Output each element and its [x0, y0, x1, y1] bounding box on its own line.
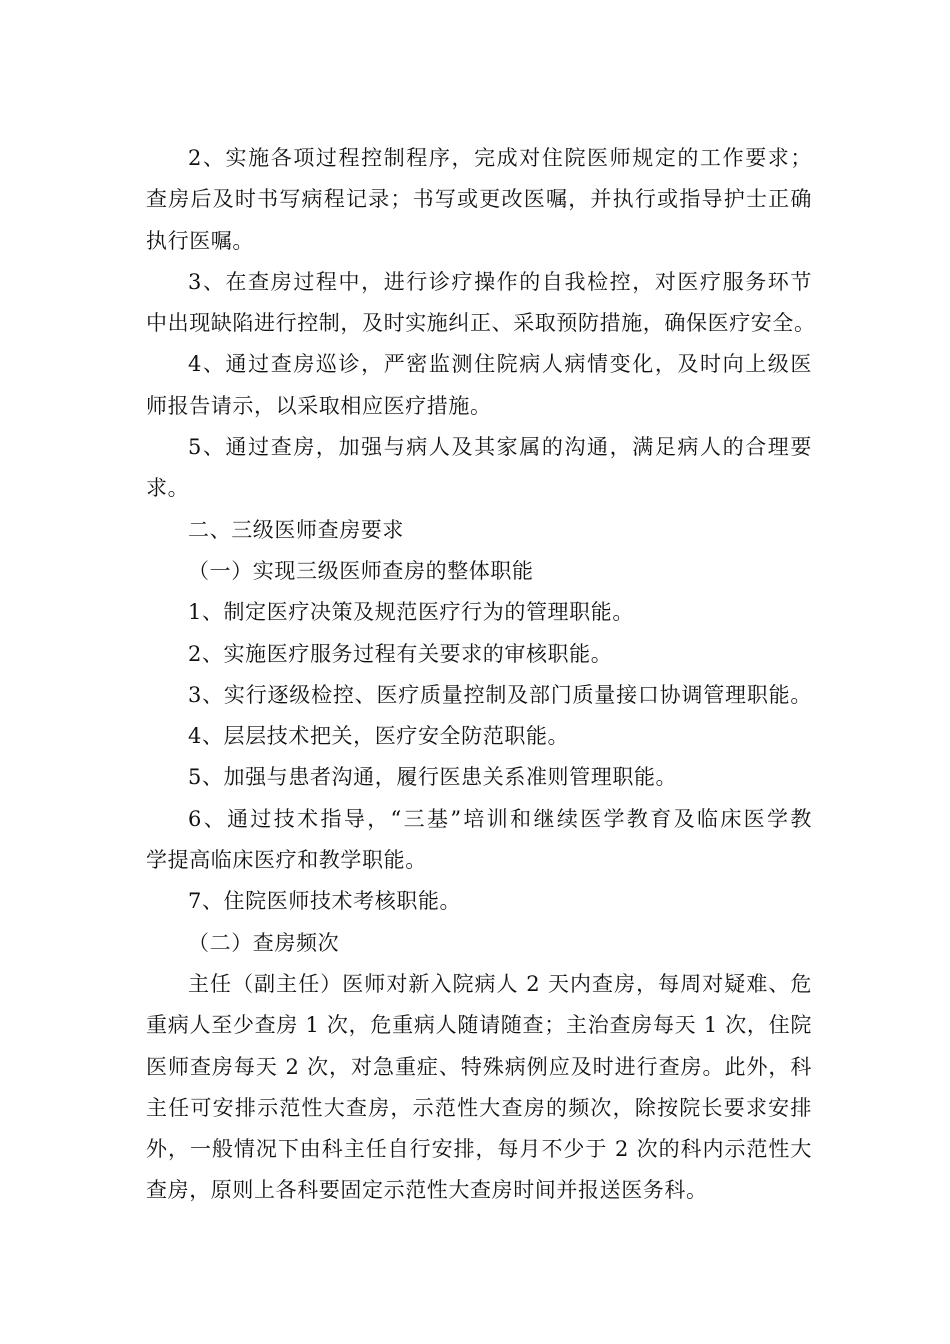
text-line: 学提高临床医疗和教学职能。 — [146, 848, 427, 873]
text-line: （一）实现三级医师查房的整体职能 — [188, 558, 534, 583]
document-body — [146, 138, 816, 1212]
text-line: 5、加强与患者沟通，履行医患关系准则管理职能。 — [188, 765, 678, 790]
text-line: 查房后及时书写病程记录；书写或更改医嘱，并执行或指导护士正确 — [146, 187, 812, 212]
text-line: 3、在查房过程中，进行诊疗操作的自我检控，对医疗服务环节 — [188, 269, 812, 294]
text-line: 5、通过查房，加强与病人及其家属的沟通，满足病人的合理要 — [188, 435, 812, 460]
text-line: 重病人至少查房 1 次，危重病人随请随查；主治查房每天 1 次，住院 — [146, 1013, 812, 1038]
text-line: 外，一般情况下由科主任自行安排，每月不少于 2 次的科内示范性大 — [146, 1137, 812, 1162]
text-line: 二、三级医师查房要求 — [188, 517, 404, 542]
text-line: 主任（副主任）医师对新入院病人 2 天内查房，每周对疑难、危 — [188, 971, 812, 996]
text-line: 7、住院医师技术考核职能。 — [188, 889, 462, 914]
text-line: 中出现缺陷进行控制，及时实施纠正、采取预防措施，确保医疗安全。 — [146, 311, 816, 336]
text-line: 师报告请示，以采取相应医疗措施。 — [146, 393, 492, 418]
text-line: 求。 — [146, 476, 190, 501]
text-line: 4、层层技术把关，医疗安全防范职能。 — [188, 724, 570, 749]
text-line: 查房，原则上各科要固定示范性大查房时间并报送医务科。 — [146, 1178, 708, 1203]
text-line: 主任可安排示范性大查房，示范性大查房的频次，除按院长要求安排 — [146, 1095, 812, 1120]
text-line: 3、实行逐级检控、医疗质量控制及部门质量接口协调管理职能。 — [188, 682, 812, 707]
text-line: 1、制定医疗决策及规范医疗行为的管理职能。 — [188, 600, 634, 625]
text-line: 医师查房每天 2 次，对急重症、特殊病例应及时进行查房。此外，科 — [146, 1054, 812, 1079]
text-line: 2、实施各项过程控制程序，完成对住院医师规定的工作要求； — [188, 146, 812, 170]
text-line: 执行医嘱。 — [146, 228, 254, 253]
text-line: 2、实施医疗服务过程有关要求的审核职能。 — [188, 641, 613, 666]
text-line: 6、通过技术指导，“三基”培训和继续医学教育及临床医学教 — [188, 806, 812, 831]
text-line: 4、通过查房巡诊，严密监测住院病人病情变化，及时向上级医 — [188, 352, 812, 377]
text-line: （二）查房频次 — [188, 930, 340, 955]
